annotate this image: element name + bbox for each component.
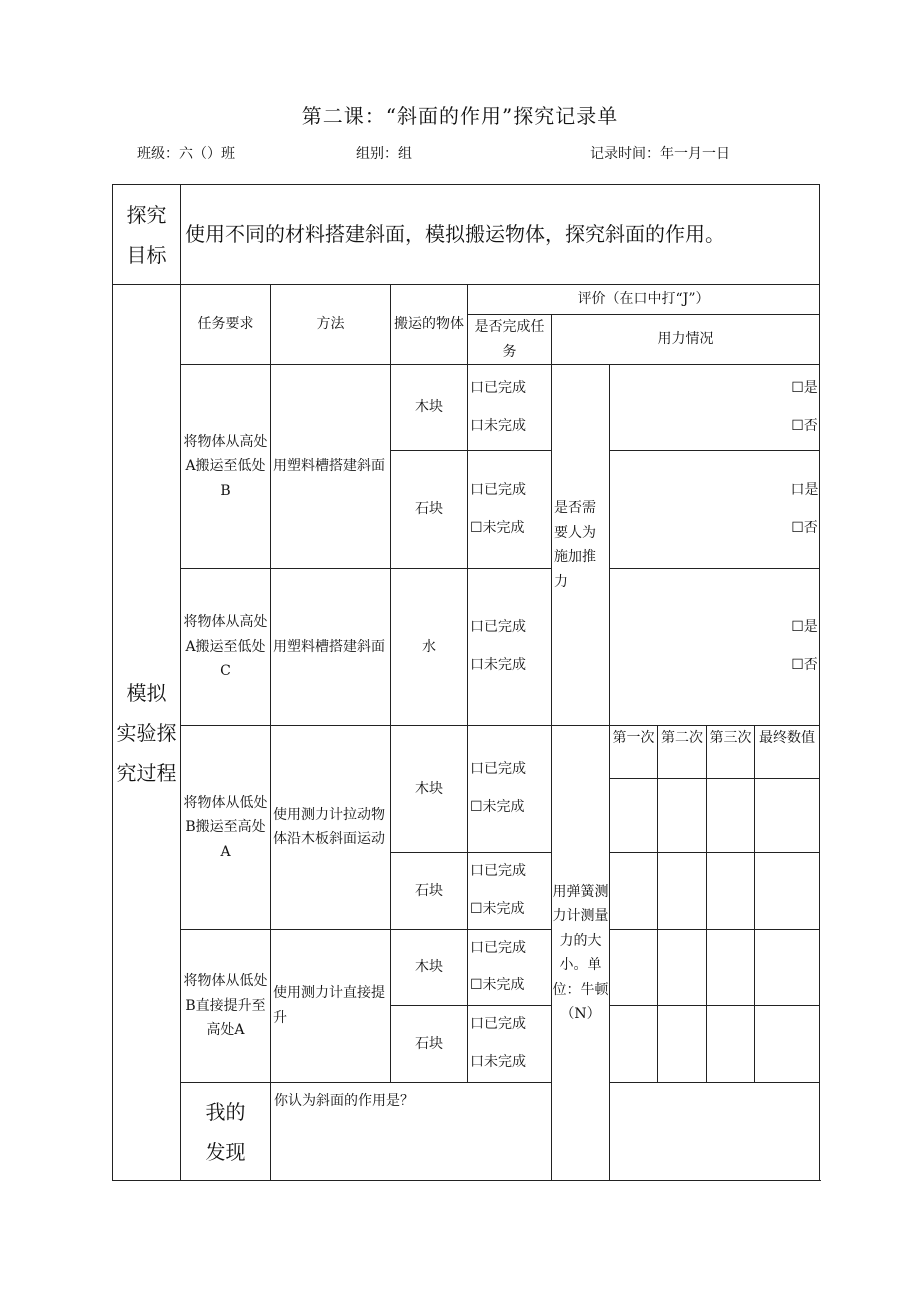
value-cell[interactable] [755, 1006, 820, 1083]
not-done-checkbox[interactable]: ☐未完成 [470, 900, 525, 917]
value-cell[interactable] [707, 929, 755, 1006]
done-options [468, 726, 552, 853]
object-cell: 水 [391, 569, 468, 726]
trial-2-header: 第二次 [658, 726, 707, 779]
trial-1-header: 第一次 [610, 726, 658, 779]
value-cell[interactable] [658, 929, 707, 1006]
col-done-header: 是否完成任务 [468, 315, 552, 365]
record-time-label: 记录时间：年一月一日 [590, 146, 730, 162]
not-done-checkbox[interactable]: 口未完成 [470, 417, 526, 434]
method-cell: 使用测力计拉动物体沿木板斜面运动 [271, 726, 391, 930]
task-cell: 将物体从高处A搬运至低处C [181, 569, 271, 726]
class-label: 班级：六（）班 [137, 146, 235, 162]
process-label: 模拟 实验探 究过程 [113, 285, 181, 1181]
object-cell: 木块 [391, 929, 468, 1006]
yes-no-options [610, 365, 820, 451]
yes-no-options [610, 451, 820, 569]
method-cell: 用塑料槽搭建斜面 [271, 365, 391, 569]
done-checkbox[interactable]: 口已完成 [470, 761, 526, 778]
no-checkbox[interactable]: ☐否 [791, 519, 818, 536]
object-cell: 木块 [391, 365, 468, 451]
yes-checkbox[interactable]: 口是 [790, 481, 819, 498]
goal-text: 使用不同的材料搭建斜面，模拟搬运物体，探究斜面的作用。 [181, 185, 820, 285]
value-cell[interactable] [755, 929, 820, 1006]
value-cell[interactable] [707, 1006, 755, 1083]
done-options [468, 853, 552, 930]
record-table [112, 184, 820, 1181]
value-cell[interactable] [755, 779, 820, 853]
done-options [468, 569, 552, 726]
col-force-header: 用力情况 [552, 315, 820, 365]
object-cell: 石块 [391, 1006, 468, 1083]
task-cell: 将物体从低处B直接提升至高处A [181, 929, 271, 1083]
done-options [468, 365, 552, 451]
method-cell: 使用测力计直接提升 [271, 929, 391, 1083]
not-done-checkbox[interactable]: ☐未完成 [470, 977, 525, 994]
not-done-checkbox[interactable]: ☐未完成 [470, 799, 525, 815]
object-cell: 石块 [391, 853, 468, 930]
col-method-header: 方法 [271, 285, 391, 365]
page-title: 第二课：“斜面的作用”探究记录单 [301, 104, 619, 128]
value-cell[interactable] [610, 779, 658, 853]
final-value-header: 最终数值 [755, 726, 820, 779]
push-question: 是否需要人为施加推力 [552, 365, 610, 726]
task-cell: 将物体从低处B搬运至高处A [181, 726, 271, 930]
object-cell: 木块 [391, 726, 468, 853]
object-cell: 石块 [391, 451, 468, 569]
done-options [468, 1006, 552, 1083]
not-done-checkbox[interactable]: ☐未完成 [470, 519, 525, 536]
col-eval-header: 评价（在口中打“J”） [468, 285, 820, 315]
value-cell[interactable] [658, 1006, 707, 1083]
value-cell[interactable] [658, 779, 707, 853]
task-cell: 将物体从高处A搬运至低处B [181, 365, 271, 569]
done-checkbox[interactable]: 口已完成 [470, 1016, 526, 1033]
value-cell[interactable] [610, 929, 658, 1006]
done-checkbox[interactable]: 口已完成 [470, 863, 526, 879]
not-done-checkbox[interactable]: 口未完成 [470, 1054, 526, 1071]
method-cell: 用塑料槽搭建斜面 [271, 569, 391, 726]
no-checkbox[interactable]: ☐否 [791, 657, 818, 673]
yes-checkbox[interactable]: ☐是 [791, 379, 818, 396]
done-options [468, 451, 552, 569]
done-checkbox[interactable]: 口已完成 [470, 619, 526, 636]
value-cell[interactable] [610, 1006, 658, 1083]
yes-checkbox[interactable]: ☐是 [791, 619, 818, 636]
done-options [468, 929, 552, 1006]
value-cell[interactable] [755, 853, 820, 930]
findings-prompt[interactable]: 你认为斜面的作用是？ [271, 1083, 820, 1181]
trial-3-header: 第三次 [707, 726, 755, 779]
findings-label: 我的 发现 [181, 1083, 271, 1181]
done-checkbox[interactable]: 口已完成 [470, 481, 526, 498]
value-cell[interactable] [610, 853, 658, 930]
spring-note: 用弹簧测力计测量力的大小。单位：牛顿（N） [552, 726, 610, 1181]
col-task-header: 任务要求 [181, 285, 271, 365]
not-done-checkbox[interactable]: 口未完成 [470, 657, 526, 673]
value-cell[interactable] [707, 779, 755, 853]
value-cell[interactable] [707, 853, 755, 930]
col-object-header: 搬运的物体 [391, 285, 468, 365]
done-checkbox[interactable]: 口已完成 [470, 939, 526, 956]
group-label: 组别：组 [356, 146, 412, 162]
no-checkbox[interactable]: ☐否 [791, 417, 818, 434]
yes-no-options [610, 569, 820, 726]
goal-label: 探究 目标 [113, 185, 181, 285]
done-checkbox[interactable]: 口已完成 [470, 379, 526, 396]
value-cell[interactable] [658, 853, 707, 930]
